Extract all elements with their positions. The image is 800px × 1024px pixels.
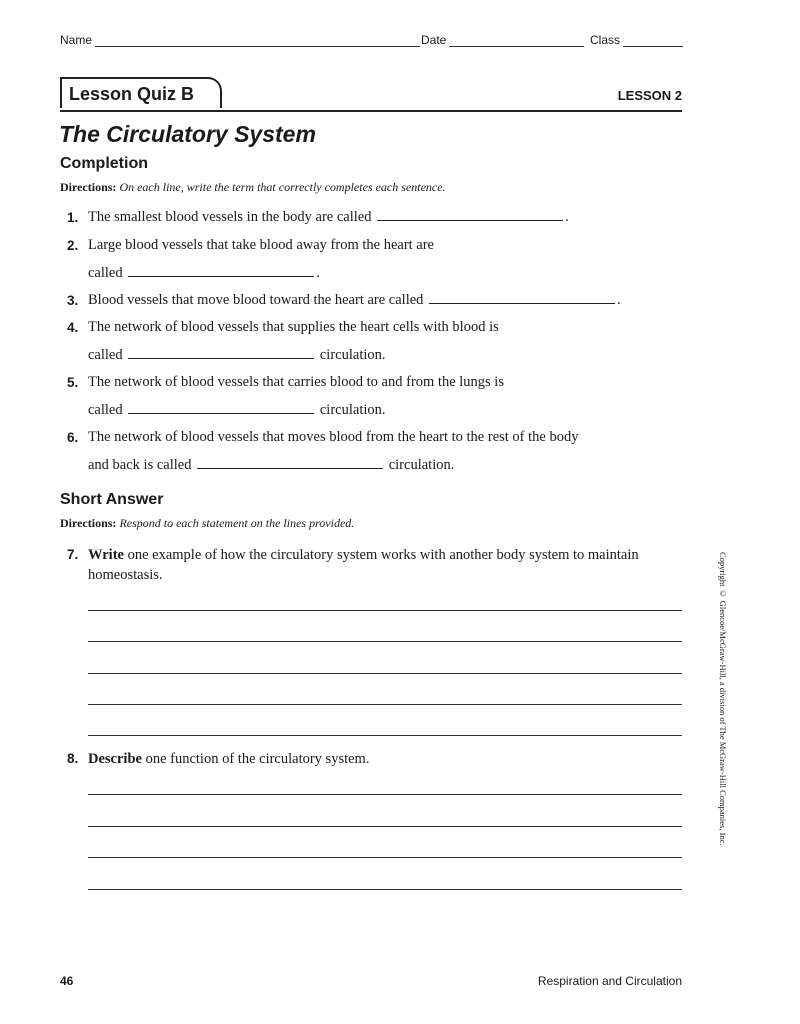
question-7 [60,545,682,585]
answer-line[interactable] [88,673,682,674]
short-answer-directions [60,516,354,531]
directions-text: On each line, write the term that correctly completes each sentence. [119,180,446,194]
copyright-notice: Copyright © Glencoe/McGraw-Hill, a division of The McGraw-Hill Companies, Inc. [718,552,728,846]
directions-label: Directions: [60,516,117,530]
completion-directions [60,180,446,195]
question-text-end: circulation. [319,401,386,418]
question-number: 2. [67,238,79,253]
name-field [60,33,420,47]
answer-blank-4[interactable] [128,342,314,359]
question-text: and back is called [88,456,192,473]
quiz-banner [60,77,682,112]
question-text: called [88,401,123,418]
question-text-end: circulation. [319,346,386,363]
answer-line[interactable] [88,735,682,736]
class-blank[interactable] [623,34,683,47]
question-text: The smallest blood vessels in the body are called [88,209,372,225]
answer-blank-3[interactable] [429,287,615,304]
quiz-label: Lesson Quiz B [60,77,222,108]
question-1 [60,204,682,232]
question-text: one function of the circulatory system. [145,751,370,767]
question-text-end: . [316,264,320,281]
date-label: Date [421,33,447,47]
answer-blank-5[interactable] [128,397,314,414]
question-number: 8. [67,751,79,766]
question-text: The network of blood vessels that supplies the heart cells with blood is [88,319,499,335]
date-blank[interactable] [449,34,584,47]
question-text: one example of how the circulatory system works with another body system to maintain homeostasis. [88,547,639,583]
page-title: The Circulatory System [59,121,316,147]
question-2 [60,232,682,287]
question-6 [60,424,682,479]
class-label: Class [590,33,621,47]
question-text: called [88,346,123,363]
question-text: called [88,264,123,281]
name-blank[interactable] [95,34,420,47]
answer-line[interactable] [88,704,682,705]
question-8 [60,749,682,769]
question-5 [60,369,682,424]
directions-label: Directions: [60,180,117,194]
question-text-end: circulation. [388,456,455,473]
answer-line[interactable] [88,610,682,611]
answer-line[interactable] [88,641,682,642]
question-number: 4. [67,320,79,335]
answer-line[interactable] [88,826,682,827]
question-verb: Describe [88,751,142,767]
answer-line[interactable] [88,857,682,858]
question-3 [60,287,682,315]
question-text: Blood vessels that move blood toward the heart are called [88,292,424,308]
answer-line[interactable] [88,794,682,795]
name-label: Name [60,33,93,47]
answer-blank-1[interactable] [377,204,563,221]
question-text: The network of blood vessels that moves blood from the heart to the rest of the body [88,429,579,445]
question-number: 6. [67,430,79,445]
class-field [590,33,683,47]
question-text-end: . [617,292,621,308]
date-field [421,33,584,47]
header-fields [60,33,682,49]
lesson-label: LESSON 2 [617,88,682,103]
unit-title: Respiration and Circulation [537,974,682,988]
question-number: 7. [67,547,79,562]
answer-blank-2[interactable] [128,260,314,277]
question-text-end: . [565,209,569,225]
completion-heading: Completion [60,155,148,172]
question-number: 5. [67,375,79,390]
short-answer-heading: Short Answer [60,491,164,508]
question-number: 1. [67,210,79,225]
page-number: 46 [60,974,74,988]
directions-text: Respond to each statement on the lines provided. [119,516,355,530]
question-number: 3. [67,293,79,308]
answer-blank-6[interactable] [197,452,383,469]
question-verb: Write [88,547,124,563]
answer-line[interactable] [88,889,682,890]
question-text: The network of blood vessels that carries blood to and from the lungs is [88,374,504,390]
question-text: Large blood vessels that take blood away from the heart are [88,237,434,253]
question-4 [60,314,682,369]
